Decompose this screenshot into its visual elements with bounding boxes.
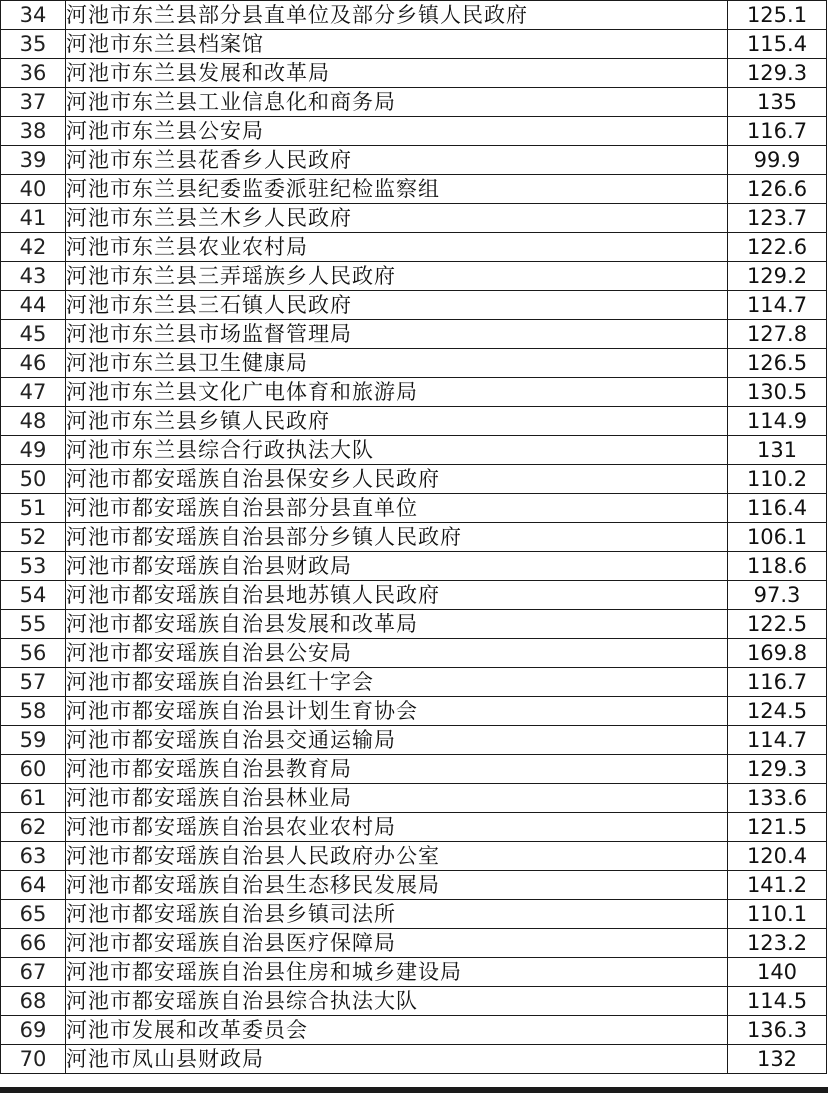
unit-name-cell[interactable]: 河池市都安瑶族自治县计划生育协会	[66, 697, 728, 726]
row-number-cell[interactable]: 57	[1, 668, 66, 697]
unit-name-cell[interactable]: 河池市东兰县三弄瑶族乡人民政府	[66, 262, 728, 291]
value-cell[interactable]: 99.9	[728, 146, 827, 175]
value-cell[interactable]: 131	[728, 436, 827, 465]
value-cell[interactable]: 169.8	[728, 639, 827, 668]
unit-name-cell[interactable]: 河池市都安瑶族自治县农业农村局	[66, 813, 728, 842]
table-row[interactable]	[1, 175, 827, 204]
unit-name-cell[interactable]: 河池市都安瑶族自治县综合执法大队	[66, 987, 728, 1016]
row-number-cell[interactable]: 45	[1, 320, 66, 349]
value-cell[interactable]: 126.5	[728, 349, 827, 378]
row-number-cell[interactable]: 53	[1, 552, 66, 581]
row-number-cell[interactable]: 48	[1, 407, 66, 436]
unit-name-cell[interactable]: 河池市都安瑶族自治县部分县直单位	[66, 494, 728, 523]
unit-name-cell[interactable]: 河池市东兰县纪委监委派驻纪检监察组	[66, 175, 728, 204]
row-number-cell[interactable]: 37	[1, 88, 66, 117]
value-cell[interactable]: 114.9	[728, 407, 827, 436]
table-row[interactable]	[1, 117, 827, 146]
table-row[interactable]	[1, 436, 827, 465]
value-cell[interactable]: 122.5	[728, 610, 827, 639]
table-row[interactable]	[1, 929, 827, 958]
table-row[interactable]	[1, 465, 827, 494]
unit-name-cell[interactable]: 河池市东兰县农业农村局	[66, 233, 728, 262]
table-row[interactable]	[1, 233, 827, 262]
unit-name-cell[interactable]: 河池市都安瑶族自治县部分乡镇人民政府	[66, 523, 728, 552]
value-cell[interactable]: 132	[728, 1045, 827, 1074]
unit-name-cell[interactable]: 河池市都安瑶族自治县地苏镇人民政府	[66, 581, 728, 610]
row-number-cell[interactable]: 59	[1, 726, 66, 755]
value-cell[interactable]: 125.1	[728, 1, 827, 30]
table-row[interactable]	[1, 842, 827, 871]
table-row[interactable]	[1, 523, 827, 552]
unit-name-cell[interactable]: 河池市东兰县工业信息化和商务局	[66, 88, 728, 117]
value-cell[interactable]: 140	[728, 958, 827, 987]
value-cell[interactable]: 129.3	[728, 59, 827, 88]
unit-name-cell[interactable]: 河池市东兰县市场监督管理局	[66, 320, 728, 349]
value-cell[interactable]: 114.5	[728, 987, 827, 1016]
unit-name-cell[interactable]: 河池市都安瑶族自治县人民政府办公室	[66, 842, 728, 871]
value-cell[interactable]: 127.8	[728, 320, 827, 349]
table-row[interactable]	[1, 1016, 827, 1045]
unit-name-cell[interactable]: 河池市东兰县文化广电体育和旅游局	[66, 378, 728, 407]
unit-name-cell[interactable]: 河池市东兰县发展和改革局	[66, 59, 728, 88]
table-row[interactable]	[1, 552, 827, 581]
unit-name-cell[interactable]: 河池市东兰县三石镇人民政府	[66, 291, 728, 320]
unit-name-cell[interactable]: 河池市都安瑶族自治县乡镇司法所	[66, 900, 728, 929]
table-row[interactable]	[1, 813, 827, 842]
table-row[interactable]	[1, 204, 827, 233]
value-cell[interactable]: 122.6	[728, 233, 827, 262]
table-row[interactable]	[1, 1, 827, 30]
unit-name-cell[interactable]: 河池市发展和改革委员会	[66, 1016, 728, 1045]
row-number-cell[interactable]: 34	[1, 1, 66, 30]
unit-name-cell[interactable]: 河池市都安瑶族自治县林业局	[66, 784, 728, 813]
unit-name-cell[interactable]: 河池市都安瑶族自治县红十字会	[66, 668, 728, 697]
value-cell[interactable]: 130.5	[728, 378, 827, 407]
value-cell[interactable]: 115.4	[728, 30, 827, 59]
row-number-cell[interactable]: 64	[1, 871, 66, 900]
table-row[interactable]	[1, 291, 827, 320]
row-number-cell[interactable]: 69	[1, 1016, 66, 1045]
table-row[interactable]	[1, 407, 827, 436]
value-cell[interactable]: 121.5	[728, 813, 827, 842]
table-row[interactable]	[1, 639, 827, 668]
table-row[interactable]	[1, 30, 827, 59]
row-number-cell[interactable]: 60	[1, 755, 66, 784]
row-number-cell[interactable]: 55	[1, 610, 66, 639]
row-number-cell[interactable]: 66	[1, 929, 66, 958]
unit-name-cell[interactable]: 河池市东兰县部分县直单位及部分乡镇人民政府	[66, 1, 728, 30]
unit-name-cell[interactable]: 河池市都安瑶族自治县保安乡人民政府	[66, 465, 728, 494]
unit-name-cell[interactable]: 河池市东兰县花香乡人民政府	[66, 146, 728, 175]
row-number-cell[interactable]: 40	[1, 175, 66, 204]
value-cell[interactable]: 116.4	[728, 494, 827, 523]
row-number-cell[interactable]: 43	[1, 262, 66, 291]
table-row[interactable]	[1, 726, 827, 755]
value-cell[interactable]: 114.7	[728, 291, 827, 320]
row-number-cell[interactable]: 46	[1, 349, 66, 378]
table-row[interactable]	[1, 88, 827, 117]
value-cell[interactable]: 133.6	[728, 784, 827, 813]
value-cell[interactable]: 129.3	[728, 755, 827, 784]
row-number-cell[interactable]: 52	[1, 523, 66, 552]
unit-name-cell[interactable]: 河池市都安瑶族自治县生态移民发展局	[66, 871, 728, 900]
value-cell[interactable]: 135	[728, 88, 827, 117]
unit-name-cell[interactable]: 河池市都安瑶族自治县公安局	[66, 639, 728, 668]
row-number-cell[interactable]: 56	[1, 639, 66, 668]
unit-name-cell[interactable]: 河池市东兰县档案馆	[66, 30, 728, 59]
unit-name-cell[interactable]: 河池市东兰县卫生健康局	[66, 349, 728, 378]
value-cell[interactable]: 120.4	[728, 842, 827, 871]
table-row[interactable]	[1, 871, 827, 900]
row-number-cell[interactable]: 58	[1, 697, 66, 726]
table-row[interactable]	[1, 59, 827, 88]
row-number-cell[interactable]: 49	[1, 436, 66, 465]
table-row[interactable]	[1, 987, 827, 1016]
unit-name-cell[interactable]: 河池市东兰县乡镇人民政府	[66, 407, 728, 436]
row-number-cell[interactable]: 54	[1, 581, 66, 610]
value-cell[interactable]: 97.3	[728, 581, 827, 610]
value-cell[interactable]: 116.7	[728, 117, 827, 146]
row-number-cell[interactable]: 38	[1, 117, 66, 146]
unit-name-cell[interactable]: 河池市东兰县综合行政执法大队	[66, 436, 728, 465]
unit-name-cell[interactable]: 河池市都安瑶族自治县医疗保障局	[66, 929, 728, 958]
unit-name-cell[interactable]: 河池市东兰县公安局	[66, 117, 728, 146]
row-number-cell[interactable]: 36	[1, 59, 66, 88]
unit-name-cell[interactable]: 河池市都安瑶族自治县发展和改革局	[66, 610, 728, 639]
value-cell[interactable]: 124.5	[728, 697, 827, 726]
table-row[interactable]	[1, 262, 827, 291]
row-number-cell[interactable]: 51	[1, 494, 66, 523]
value-cell[interactable]: 123.2	[728, 929, 827, 958]
row-number-cell[interactable]: 68	[1, 987, 66, 1016]
row-number-cell[interactable]: 67	[1, 958, 66, 987]
row-number-cell[interactable]: 35	[1, 30, 66, 59]
unit-name-cell[interactable]: 河池市东兰县兰木乡人民政府	[66, 204, 728, 233]
value-cell[interactable]: 110.2	[728, 465, 827, 494]
table-row[interactable]	[1, 378, 827, 407]
unit-name-cell[interactable]: 河池市都安瑶族自治县财政局	[66, 552, 728, 581]
table-row[interactable]	[1, 668, 827, 697]
row-number-cell[interactable]: 65	[1, 900, 66, 929]
table-row[interactable]	[1, 900, 827, 929]
value-cell[interactable]: 118.6	[728, 552, 827, 581]
table-row[interactable]	[1, 755, 827, 784]
table-row[interactable]	[1, 610, 827, 639]
table-row[interactable]	[1, 581, 827, 610]
row-number-cell[interactable]: 41	[1, 204, 66, 233]
value-cell[interactable]: 106.1	[728, 523, 827, 552]
value-cell[interactable]: 123.7	[728, 204, 827, 233]
table-row[interactable]	[1, 146, 827, 175]
unit-name-cell[interactable]: 河池市都安瑶族自治县教育局	[66, 755, 728, 784]
value-cell[interactable]: 110.1	[728, 900, 827, 929]
value-cell[interactable]: 129.2	[728, 262, 827, 291]
row-number-cell[interactable]: 39	[1, 146, 66, 175]
table-row[interactable]	[1, 494, 827, 523]
value-cell[interactable]: 136.3	[728, 1016, 827, 1045]
value-cell[interactable]: 141.2	[728, 871, 827, 900]
row-number-cell[interactable]: 42	[1, 233, 66, 262]
table-row[interactable]	[1, 320, 827, 349]
value-cell[interactable]: 116.7	[728, 668, 827, 697]
row-number-cell[interactable]: 44	[1, 291, 66, 320]
value-cell[interactable]: 126.6	[728, 175, 827, 204]
table-row[interactable]	[1, 349, 827, 378]
row-number-cell[interactable]: 61	[1, 784, 66, 813]
unit-name-cell[interactable]: 河池市都安瑶族自治县住房和城乡建设局	[66, 958, 728, 987]
table-body	[1, 1, 827, 1074]
row-number-cell[interactable]: 70	[1, 1045, 66, 1074]
table-row[interactable]	[1, 784, 827, 813]
row-number-cell[interactable]: 50	[1, 465, 66, 494]
unit-name-cell[interactable]: 河池市都安瑶族自治县交通运输局	[66, 726, 728, 755]
row-number-cell[interactable]: 62	[1, 813, 66, 842]
table-row[interactable]	[1, 958, 827, 987]
table-row[interactable]	[1, 1045, 827, 1074]
unit-name-cell[interactable]: 河池市凤山县财政局	[66, 1045, 728, 1074]
table-row[interactable]	[1, 697, 827, 726]
row-number-cell[interactable]: 47	[1, 378, 66, 407]
bottom-border	[0, 1087, 828, 1093]
row-number-cell[interactable]: 63	[1, 842, 66, 871]
value-cell[interactable]: 114.7	[728, 726, 827, 755]
